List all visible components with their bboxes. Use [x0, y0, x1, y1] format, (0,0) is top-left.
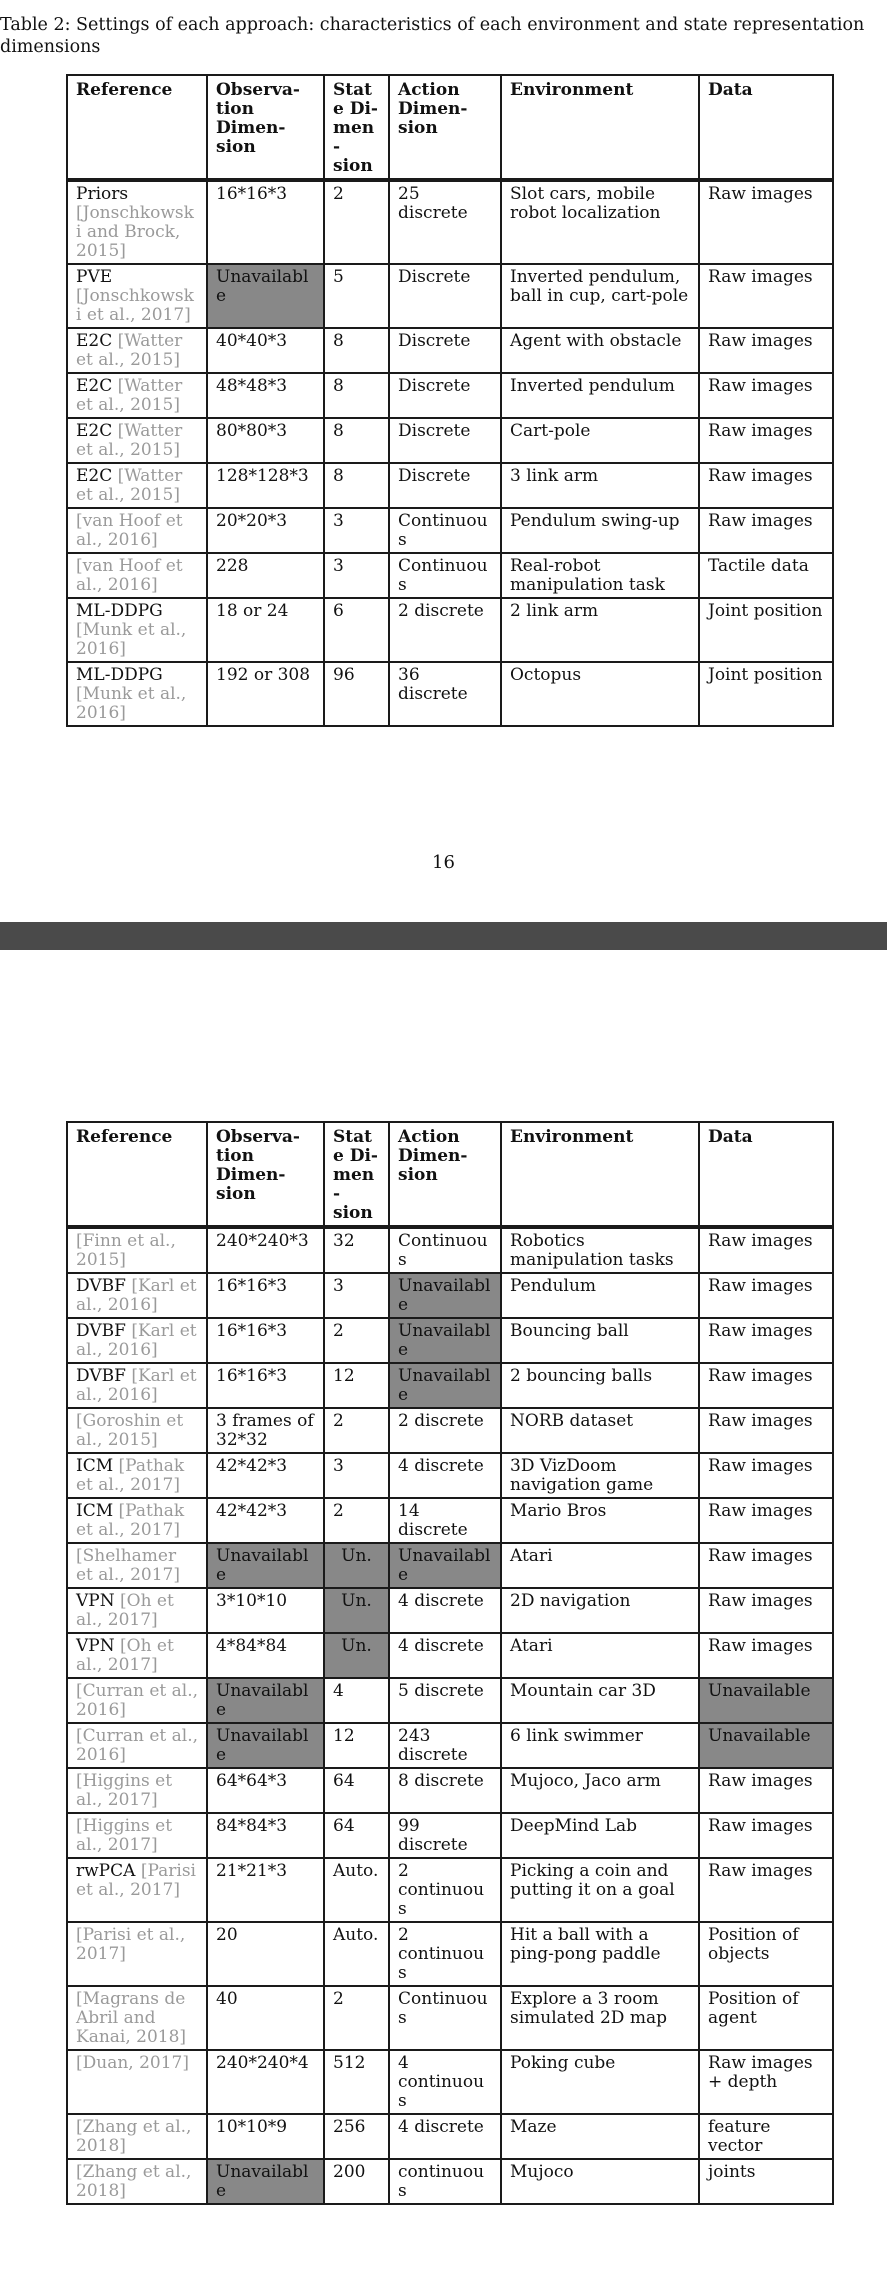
cell-reference [67, 1363, 207, 1408]
cell-data: Raw images [699, 264, 833, 328]
citation-link[interactable]: [Goroshin et al., 2015] [76, 1411, 184, 1450]
cell-state: 12 [324, 1363, 389, 1408]
cell-environment: Real-robot manipulation task [501, 553, 699, 598]
cell-action: Discrete [389, 463, 501, 508]
cell-action: Unavailable [389, 1273, 501, 1318]
cell-observation: 18 or 24 [207, 598, 324, 662]
citation-link[interactable]: [Jonschkowski and Brock, 2015] [76, 203, 194, 261]
cell-observation: Unavailable [207, 1543, 324, 1588]
cell-observation: 84*84*3 [207, 1813, 324, 1858]
cell-environment: Agent with obstacle [501, 328, 699, 373]
citation-link[interactable]: [Parisi et al., 2017] [76, 1925, 186, 1964]
cell-action: Unavailable [389, 1543, 501, 1588]
cell-action: 2 continuous [389, 1922, 501, 1986]
citation-link[interactable]: [Karl et al., 2016] [76, 1321, 197, 1360]
cell-data: Raw images [699, 1273, 833, 1318]
table-row [67, 1723, 833, 1768]
cell-reference [67, 1723, 207, 1768]
reference-name: ML-DDPG [76, 665, 163, 685]
header-reference: Reference [67, 75, 207, 180]
document-page-16 [0, 0, 887, 922]
cell-state: 256 [324, 2114, 389, 2159]
cell-action: 2 discrete [389, 1408, 501, 1453]
table-row [67, 508, 833, 553]
cell-action: Discrete [389, 418, 501, 463]
citation-link[interactable]: [Zhang et al., 2018] [76, 2162, 192, 2201]
cell-state: 8 [324, 373, 389, 418]
cell-reference [67, 1922, 207, 1986]
table-row [67, 1678, 833, 1723]
cell-data: Raw images [699, 1498, 833, 1543]
header-action: Action Dimen- sion [389, 1122, 501, 1227]
table-row [67, 598, 833, 662]
citation-link[interactable]: [Duan, 2017] [76, 2053, 189, 2073]
cell-state: Auto. [324, 1922, 389, 1986]
table-row [67, 264, 833, 328]
citation-link[interactable]: [Watter et al., 2015] [76, 466, 183, 505]
citation-link[interactable]: [Munk et al., 2016] [76, 684, 187, 723]
cell-state: 3 [324, 1273, 389, 1318]
citation-link[interactable]: [Finn et al., 2015] [76, 1231, 176, 1270]
cell-reference [67, 328, 207, 373]
cell-state: 8 [324, 418, 389, 463]
header-state: State Di- men- sion [324, 75, 389, 180]
cell-reference [67, 463, 207, 508]
cell-state: 2 [324, 1498, 389, 1543]
cell-state: 3 [324, 1453, 389, 1498]
cell-action: Continuous [389, 553, 501, 598]
table-row [67, 463, 833, 508]
cell-environment: 3 link arm [501, 463, 699, 508]
cell-state: 12 [324, 1723, 389, 1768]
cell-environment: Robotics manipulation tasks [501, 1227, 699, 1273]
reference-name: ICM [76, 1456, 114, 1476]
citation-link[interactable]: [Karl et al., 2016] [76, 1366, 197, 1405]
reference-name: E2C [76, 421, 113, 441]
reference-name: VPN [76, 1636, 115, 1656]
cell-reference [67, 373, 207, 418]
cell-observation: 3*10*10 [207, 1588, 324, 1633]
cell-observation: 64*64*3 [207, 1768, 324, 1813]
cell-reference [67, 418, 207, 463]
reference-name: DVBF [76, 1276, 126, 1296]
header-environment: Environment [501, 75, 699, 180]
citation-link[interactable]: [Higgins et al., 2017] [76, 1816, 173, 1855]
table-row [67, 1543, 833, 1588]
header-observation: Observa- tion Dimen- sion [207, 1122, 324, 1227]
cell-observation: 10*10*9 [207, 2114, 324, 2159]
reference-name: ICM [76, 1501, 114, 1521]
cell-action: 243 discrete [389, 1723, 501, 1768]
citation-link[interactable]: [Curran et al., 2016] [76, 1726, 199, 1765]
cell-reference [67, 1498, 207, 1543]
table-row [67, 1768, 833, 1813]
table-row [67, 1227, 833, 1273]
cell-environment: 2 link arm [501, 598, 699, 662]
cell-reference [67, 264, 207, 328]
cell-state: 512 [324, 2050, 389, 2114]
cell-data: Raw images [699, 1588, 833, 1633]
cell-environment: Cart-pole [501, 418, 699, 463]
cell-environment: Slot cars, mobile robot localization [501, 180, 699, 264]
cell-action: Discrete [389, 328, 501, 373]
header-environment: Environment [501, 1122, 699, 1227]
citation-link[interactable]: [van Hoof et al., 2016] [76, 556, 183, 595]
cell-data: Raw images [699, 1813, 833, 1858]
cell-environment: 3D VizDoom navigation game [501, 1453, 699, 1498]
header-state: State Di- men- sion [324, 1122, 389, 1227]
cell-reference [67, 2114, 207, 2159]
citation-link[interactable]: [Zhang et al., 2018] [76, 2117, 192, 2156]
page-separator [0, 922, 887, 950]
cell-observation: 42*42*3 [207, 1498, 324, 1543]
cell-environment: Hit a ball with a ping-pong paddle [501, 1922, 699, 1986]
reference-name: DVBF [76, 1321, 126, 1341]
cell-data: joints [699, 2159, 833, 2204]
citation-link[interactable]: [Parisi et al., 2017] [76, 1861, 196, 1900]
cell-reference [67, 1543, 207, 1588]
cell-observation: 3 frames of 32*32 [207, 1408, 324, 1453]
table-row [67, 328, 833, 373]
cell-environment: 2D navigation [501, 1588, 699, 1633]
cell-data: Raw images [699, 1768, 833, 1813]
cell-environment: Inverted pendulum [501, 373, 699, 418]
cell-data: Raw images [699, 1227, 833, 1273]
cell-environment: 6 link swimmer [501, 1723, 699, 1768]
cell-state: 64 [324, 1768, 389, 1813]
cell-state: 8 [324, 463, 389, 508]
cell-reference [67, 1408, 207, 1453]
cell-state: 3 [324, 553, 389, 598]
cell-data: Raw images [699, 463, 833, 508]
cell-action: Discrete [389, 264, 501, 328]
cell-observation: 42*42*3 [207, 1453, 324, 1498]
cell-state: 6 [324, 598, 389, 662]
cell-action: 25 discrete [389, 180, 501, 264]
cell-observation: 16*16*3 [207, 1318, 324, 1363]
cell-observation: Unavailable [207, 1678, 324, 1723]
cell-data: Raw images [699, 180, 833, 264]
cell-action: 4 discrete [389, 1588, 501, 1633]
cell-observation: 80*80*3 [207, 418, 324, 463]
table-row [67, 2159, 833, 2204]
citation-link[interactable]: [Oh et al., 2017] [76, 1591, 174, 1630]
cell-state: Auto. [324, 1858, 389, 1922]
cell-data: Joint position [699, 662, 833, 726]
cell-data: Joint position [699, 598, 833, 662]
cell-action: 99 discrete [389, 1813, 501, 1858]
cell-reference [67, 1768, 207, 1813]
header-row [67, 1122, 833, 1227]
cell-observation: 240*240*3 [207, 1227, 324, 1273]
citation-link[interactable]: [Watter et al., 2015] [76, 421, 183, 460]
cell-data: Raw images [699, 1318, 833, 1363]
cell-reference [67, 1813, 207, 1858]
table-row [67, 418, 833, 463]
reference-name: VPN [76, 1591, 115, 1611]
citation-link[interactable]: [Curran et al., 2016] [76, 1681, 199, 1720]
table-row [67, 2050, 833, 2114]
cell-reference [67, 1227, 207, 1273]
cell-data: Unavailable [699, 1678, 833, 1723]
cell-data: Raw images [699, 418, 833, 463]
cell-environment: Mountain car 3D [501, 1678, 699, 1723]
cell-observation: 21*21*3 [207, 1858, 324, 1922]
cell-reference [67, 1678, 207, 1723]
reference-name: E2C [76, 331, 113, 351]
table-row [67, 1363, 833, 1408]
table-row [67, 1858, 833, 1922]
cell-data: Raw images + depth [699, 2050, 833, 2114]
reference-name: DVBF [76, 1366, 126, 1386]
cell-environment: Explore a 3 room simulated 2D map [501, 1986, 699, 2050]
table-row [67, 1498, 833, 1543]
cell-reference [67, 1858, 207, 1922]
cell-reference [67, 553, 207, 598]
cell-reference [67, 180, 207, 264]
citation-link[interactable]: [Higgins et al., 2017] [76, 1771, 173, 1810]
cell-observation: 16*16*3 [207, 1363, 324, 1408]
cell-environment: Inverted pendulum, ball in cup, cart-pole [501, 264, 699, 328]
cell-state: 2 [324, 1408, 389, 1453]
cell-data: Position of agent [699, 1986, 833, 2050]
cell-state: 2 [324, 180, 389, 264]
cell-environment: Atari [501, 1543, 699, 1588]
cell-data: Raw images [699, 1408, 833, 1453]
citation-link[interactable]: [Munk et al., 2016] [76, 620, 187, 659]
settings-table-part-1 [66, 74, 834, 727]
cell-environment: 2 bouncing balls [501, 1363, 699, 1408]
cell-action: Unavailable [389, 1363, 501, 1408]
table-caption: Table 2: Settings of each approach: characteristics of each environment and state representation dimensions [0, 15, 865, 57]
cell-state: 4 [324, 1678, 389, 1723]
table-row [67, 1273, 833, 1318]
citation-link[interactable]: [Magrans de Abril and Kanai, 2018] [76, 1989, 187, 2047]
cell-state: 3 [324, 508, 389, 553]
cell-observation: 240*240*4 [207, 2050, 324, 2114]
citation-link[interactable]: [Watter et al., 2015] [76, 331, 183, 370]
cell-state: 32 [324, 1227, 389, 1273]
cell-action: 4 discrete [389, 2114, 501, 2159]
cell-observation: 228 [207, 553, 324, 598]
cell-environment: Mujoco [501, 2159, 699, 2204]
table-row [67, 1813, 833, 1858]
cell-observation: 48*48*3 [207, 373, 324, 418]
citation-link[interactable]: [van Hoof et al., 2016] [76, 511, 183, 550]
cell-environment: Picking a coin and putting it on a goal [501, 1858, 699, 1922]
citation-link[interactable]: [Pathak et al., 2017] [76, 1501, 185, 1540]
table-row [67, 1633, 833, 1678]
citation-link[interactable]: [Shelhamer et al., 2017] [76, 1546, 180, 1585]
reference-name: rwPCA [76, 1861, 136, 1881]
table-row [67, 2114, 833, 2159]
cell-observation: Unavailable [207, 2159, 324, 2204]
cell-data: Raw images [699, 1858, 833, 1922]
cell-action: 5 discrete [389, 1678, 501, 1723]
cell-action: continuous [389, 2159, 501, 2204]
cell-data: Raw images [699, 328, 833, 373]
cell-environment: NORB dataset [501, 1408, 699, 1453]
cell-reference [67, 1986, 207, 2050]
cell-data: Raw images [699, 508, 833, 553]
cell-observation: 4*84*84 [207, 1633, 324, 1678]
table-row [67, 662, 833, 726]
cell-reference [67, 662, 207, 726]
table-row [67, 553, 833, 598]
table-row [67, 1453, 833, 1498]
header-observation: Observa- tion Dimen- sion [207, 75, 324, 180]
table-row [67, 1318, 833, 1363]
citation-link[interactable]: [Watter et al., 2015] [76, 376, 183, 415]
cell-environment: Mujoco, Jaco arm [501, 1768, 699, 1813]
cell-action: 36 discrete [389, 662, 501, 726]
cell-state: 2 [324, 1986, 389, 2050]
cell-data: Raw images [699, 1363, 833, 1408]
cell-state: 200 [324, 2159, 389, 2204]
cell-reference [67, 1318, 207, 1363]
cell-reference [67, 2050, 207, 2114]
cell-state: 2 [324, 1318, 389, 1363]
cell-data: Raw images [699, 1543, 833, 1588]
cell-environment: Maze [501, 2114, 699, 2159]
header-row [67, 75, 833, 180]
reference-name: E2C [76, 376, 113, 396]
cell-data: Unavailable [699, 1723, 833, 1768]
cell-action: 4 discrete [389, 1453, 501, 1498]
cell-action: 2 discrete [389, 598, 501, 662]
citation-link[interactable]: [Pathak et al., 2017] [76, 1456, 185, 1495]
header-data: Data [699, 1122, 833, 1227]
cell-state: Un. [324, 1633, 389, 1678]
cell-action: Discrete [389, 373, 501, 418]
table-row [67, 1588, 833, 1633]
cell-action: Continuous [389, 508, 501, 553]
cell-reference [67, 1273, 207, 1318]
cell-data: feature vector [699, 2114, 833, 2159]
table-row [67, 373, 833, 418]
cell-action: 2 continuous [389, 1858, 501, 1922]
cell-environment: Mario Bros [501, 1498, 699, 1543]
cell-data: Tactile data [699, 553, 833, 598]
cell-observation: Unavailable [207, 264, 324, 328]
cell-reference [67, 1588, 207, 1633]
cell-observation: 16*16*3 [207, 1273, 324, 1318]
cell-reference [67, 508, 207, 553]
cell-action: 4 continuous [389, 2050, 501, 2114]
cell-environment: Pendulum swing-up [501, 508, 699, 553]
cell-state: 8 [324, 328, 389, 373]
cell-state: Un. [324, 1543, 389, 1588]
cell-environment: Poking cube [501, 2050, 699, 2114]
table-row [67, 1986, 833, 2050]
cell-observation: 20 [207, 1922, 324, 1986]
cell-observation: 16*16*3 [207, 180, 324, 264]
cell-observation: 20*20*3 [207, 508, 324, 553]
table-row [67, 1408, 833, 1453]
cell-state: 96 [324, 662, 389, 726]
cell-action: 8 discrete [389, 1768, 501, 1813]
cell-state: Un. [324, 1588, 389, 1633]
cell-environment: Bouncing ball [501, 1318, 699, 1363]
cell-reference [67, 2159, 207, 2204]
cell-data: Raw images [699, 1633, 833, 1678]
cell-reference [67, 598, 207, 662]
cell-observation: 40 [207, 1986, 324, 2050]
cell-state: 64 [324, 1813, 389, 1858]
cell-data: Raw images [699, 373, 833, 418]
header-action: Action Dimen- sion [389, 75, 501, 180]
table-row [67, 1922, 833, 1986]
cell-environment: DeepMind Lab [501, 1813, 699, 1858]
cell-action: Continuous [389, 1986, 501, 2050]
cell-environment: Octopus [501, 662, 699, 726]
cell-action: 14 discrete [389, 1498, 501, 1543]
citation-link[interactable]: [Oh et al., 2017] [76, 1636, 174, 1675]
cell-action: Continuous [389, 1227, 501, 1273]
cell-data: Position of objects [699, 1922, 833, 1986]
settings-table-part-2 [66, 1121, 834, 2205]
reference-name: ML-DDPG [76, 601, 163, 621]
cell-observation: 192 or 308 [207, 662, 324, 726]
cell-action: 4 discrete [389, 1633, 501, 1678]
cell-environment: Pendulum [501, 1273, 699, 1318]
cell-observation: 128*128*3 [207, 463, 324, 508]
cell-action: Unavailable [389, 1318, 501, 1363]
cell-data: Raw images [699, 1453, 833, 1498]
cell-observation: Unavailable [207, 1723, 324, 1768]
citation-link[interactable]: [Karl et al., 2016] [76, 1276, 197, 1315]
citation-link[interactable]: [Jonschkowski et al., 2017] [76, 286, 194, 325]
header-reference: Reference [67, 1122, 207, 1227]
document-page-17 [0, 950, 887, 2282]
reference-name: Priors [76, 184, 129, 204]
reference-name: PVE [76, 267, 113, 287]
reference-name: E2C [76, 466, 113, 486]
table-row [67, 180, 833, 264]
cell-environment: Atari [501, 1633, 699, 1678]
cell-observation: 40*40*3 [207, 328, 324, 373]
header-data: Data [699, 75, 833, 180]
cell-reference [67, 1633, 207, 1678]
cell-state: 5 [324, 264, 389, 328]
cell-reference [67, 1453, 207, 1498]
page-number: 16 [432, 852, 455, 873]
